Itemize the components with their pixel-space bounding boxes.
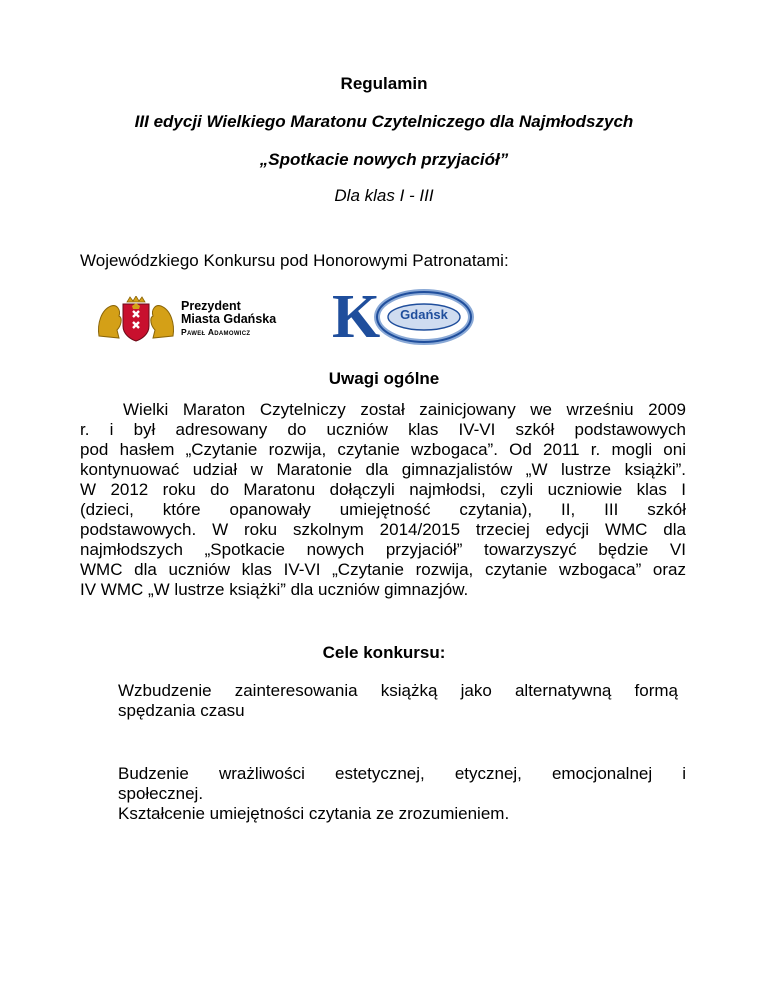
document-title: Regulamin [340,74,428,93]
gdansk-coat-of-arms-icon [95,296,177,342]
classes-line: Dla klas I - III [334,186,434,205]
logo2-text: Gdańsk [400,307,448,322]
logo1-line2: Miasta Gdańska [181,311,277,326]
general-paragraph [80,400,686,600]
goal-item [118,681,678,721]
president-logo [95,296,287,342]
logo2-letter: K [332,283,381,351]
general-heading: Uwagi ogólne [328,369,440,388]
general-line: r. i był adresowany do uczniów klas IV-VI szkół podstawowych [80,420,686,439]
general-line: pod hasłem „Czytanie rozwija, czytanie wzbogaca”. Od 2011 r. mogli oni [80,440,686,459]
logo1-line1: Prezydent [181,298,241,313]
goal2-line1: Budzenie wrażliwości estetycznej, etycznej, emocjonalnej i [118,764,686,783]
goal3-line: Kształcenie umiejętności czytania ze zrozumieniem. [118,804,510,823]
goals-heading: Cele konkursu: [322,643,446,662]
patronage-intro: Wojewódzkiego Konkursu pod Honorowymi Patronatami: [80,251,509,270]
logo1-line3: Paweł Adamowicz [181,326,251,337]
goal2-line2: społecznej. [118,784,204,803]
general-line: Wielki Maraton Czytelniczy został zainicjowany we wrześniu 2009 [123,400,686,419]
general-line: najmłodszych „Spotkacie nowych przyjaciół” towarzyszyć będzie VI [80,540,686,559]
general-line: (dzieci, które opanowały umiejętność czytania), II, III szkół [80,500,686,519]
motto-subtitle: „Spotkacie nowych przyjaciół” [259,150,509,169]
general-line: IV WMC „W lustrze książki” dla uczniów gimnazjów. [80,580,469,599]
kuratorium-logo [330,283,476,351]
general-line: kontynuować udział w Maratonie dla gimnazjalistów „W lustrze książki”. [80,460,686,479]
goal-item [118,764,686,824]
general-line: WMC dla uczniów klas IV-VI „Czytanie rozwija, czytanie wzbogaca” oraz [80,560,686,579]
edition-subtitle: III edycji Wielkiego Maratonu Czytelniczego dla Najmłodszych [134,112,634,131]
goal1-line2: spędzania czasu [118,701,245,720]
general-line: W 2012 roku do Maratonu dołączyli najmłodsi, czyli uczniowie klas I [80,480,686,499]
general-line: podstawowych. W roku szkolnym 2014/2015 trzeciej edycji WMC dla [80,520,686,539]
goal1-line1: Wzbudzenie zainteresowania książką jako alternatywną formą [118,681,678,700]
